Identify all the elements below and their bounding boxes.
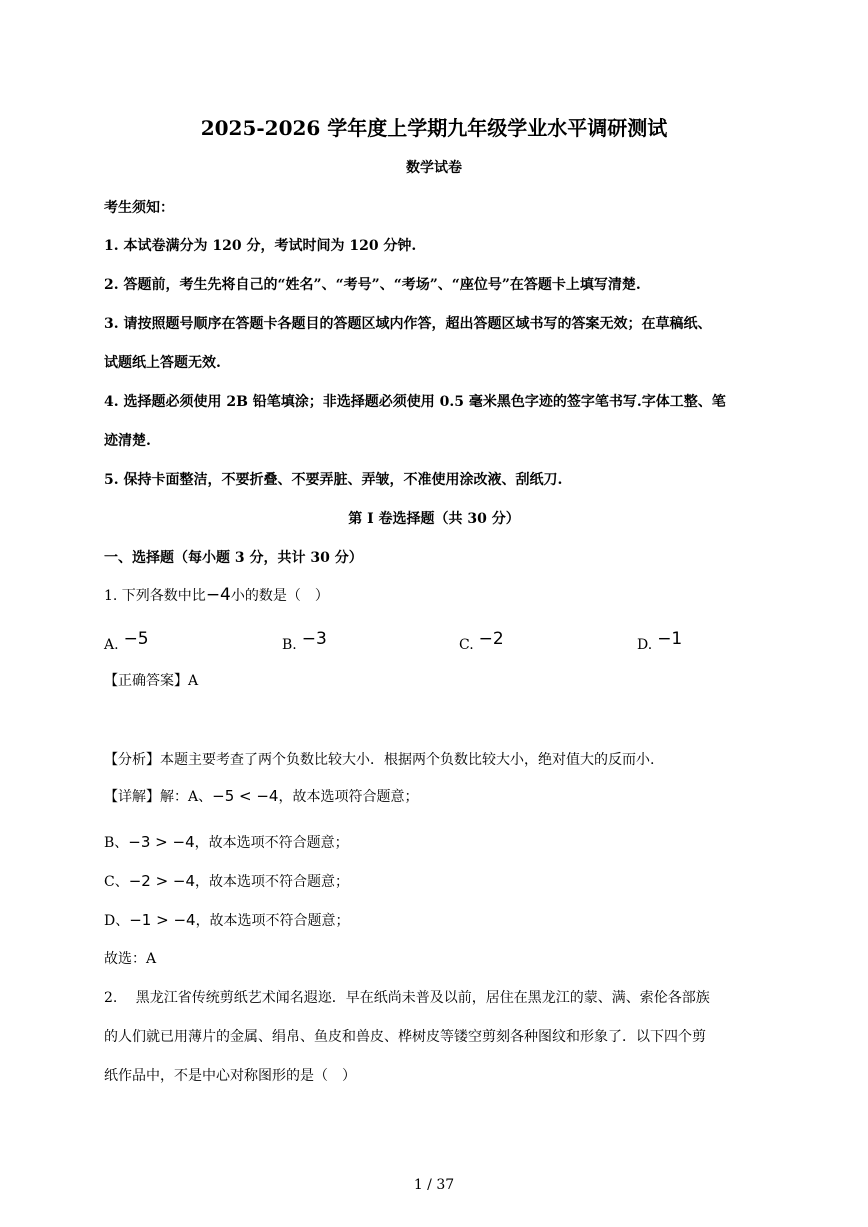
question-1-detail-b [104, 832, 349, 853]
detail-text: C、 [104, 874, 129, 890]
detail-math: −5 < −4 [212, 787, 279, 805]
notice-item: 5. 保持卡面整洁，不要折叠、不要弄脏、弄皱，不准使用涂改液、刮纸刀. [104, 472, 563, 488]
notice-item: 迹清楚. [104, 433, 151, 449]
exam-subtitle: 数学试卷 [406, 160, 462, 176]
question-2-line: 的人们就已用薄片的金属、绢帛、鱼皮和兽皮、桦树皮等镂空剪刻各种图纹和形象了．以下四个剪 [104, 1029, 706, 1045]
question-2-line: 纸作品中，不是中心对称图形的是（ ） [104, 1068, 356, 1084]
option-label: D. [637, 637, 653, 653]
section-title: 第 I 卷选择题（共 30 分） [348, 511, 520, 527]
detail-math: −1 > −4 [129, 911, 196, 929]
notice-heading: 考生须知： [104, 200, 174, 216]
notice-item: 4. 选择题必须使用 2B 铅笔填涂；非选择题必须使用 0.5 毫米黑色字迹的签字笔书写.字体工整、笔 [104, 394, 726, 410]
option-d [637, 628, 682, 656]
question-1-analysis: 【分析】本题主要考查了两个负数比较大小．根据两个负数比较大小，绝对值大的反而小. [104, 752, 655, 768]
page-number: 1 / 37 [413, 1177, 455, 1193]
detail-text: B、 [104, 835, 129, 851]
option-label: C. [459, 637, 474, 653]
option-value: −1 [657, 629, 683, 649]
option-a [104, 628, 149, 656]
question-1-stem-text-end: 小的数是（ ） [230, 588, 329, 604]
section-heading: 一、选择题（每小题 3 分，共计 30 分） [104, 550, 363, 566]
detail-math: −2 > −4 [128, 872, 196, 890]
question-1-detail-c [104, 871, 349, 892]
detail-text-end: ，故本选项不符合题意； [195, 874, 350, 890]
detail-text-end: ，故本选项不符合题意； [195, 913, 350, 929]
detail-math: −3 > −4 [128, 833, 195, 851]
detail-text: D、 [104, 913, 130, 929]
question-1-stem-text: 1. 下列各数中比 [104, 588, 206, 604]
question-1-conclusion: 故选：A [104, 951, 157, 967]
question-1-stem [104, 585, 329, 606]
notice-item: 试题纸上答题无效. [104, 355, 221, 371]
option-label: B. [282, 637, 297, 653]
question-1-answer: 【正确答案】A [104, 673, 199, 689]
notice-item: 1. 本试卷满分为 120 分，考试时间为 120 分钟. [104, 238, 417, 254]
option-value: −3 [301, 629, 327, 649]
option-c [459, 628, 504, 656]
detail-text-end: ，故本选项符合题意； [278, 789, 419, 805]
question-1-detail-a [104, 786, 418, 807]
question-1-detail-d [104, 910, 350, 931]
notice-item: 2. 答题前，考生先将自己的“姓名”、“考号”、“考场”、“座位号”在答题卡上填写清楚. [104, 277, 641, 293]
question-1-stem-math: −4 [205, 585, 231, 605]
option-b [282, 628, 327, 656]
option-value: −2 [478, 629, 504, 649]
notice-item: 3. 请按照题号顺序在答题卡各题目的答题区域内作答，超出答题区域书写的答案无效；在草稿纸、 [104, 316, 712, 332]
detail-text: 【详解】解：A、 [104, 789, 213, 805]
option-value: −5 [123, 629, 149, 649]
question-2-line: 2. 黑龙江省传统剪纸艺术闻名遐迩．早在纸尚未普及以前，居住在黑龙江的蒙、满、索伦各部族 [104, 990, 710, 1006]
detail-text-end: ，故本选项不符合题意； [194, 835, 349, 851]
option-label: A. [104, 637, 119, 653]
exam-title: 2025-2026 学年度上学期九年级学业水平调研测试 [200, 116, 668, 140]
